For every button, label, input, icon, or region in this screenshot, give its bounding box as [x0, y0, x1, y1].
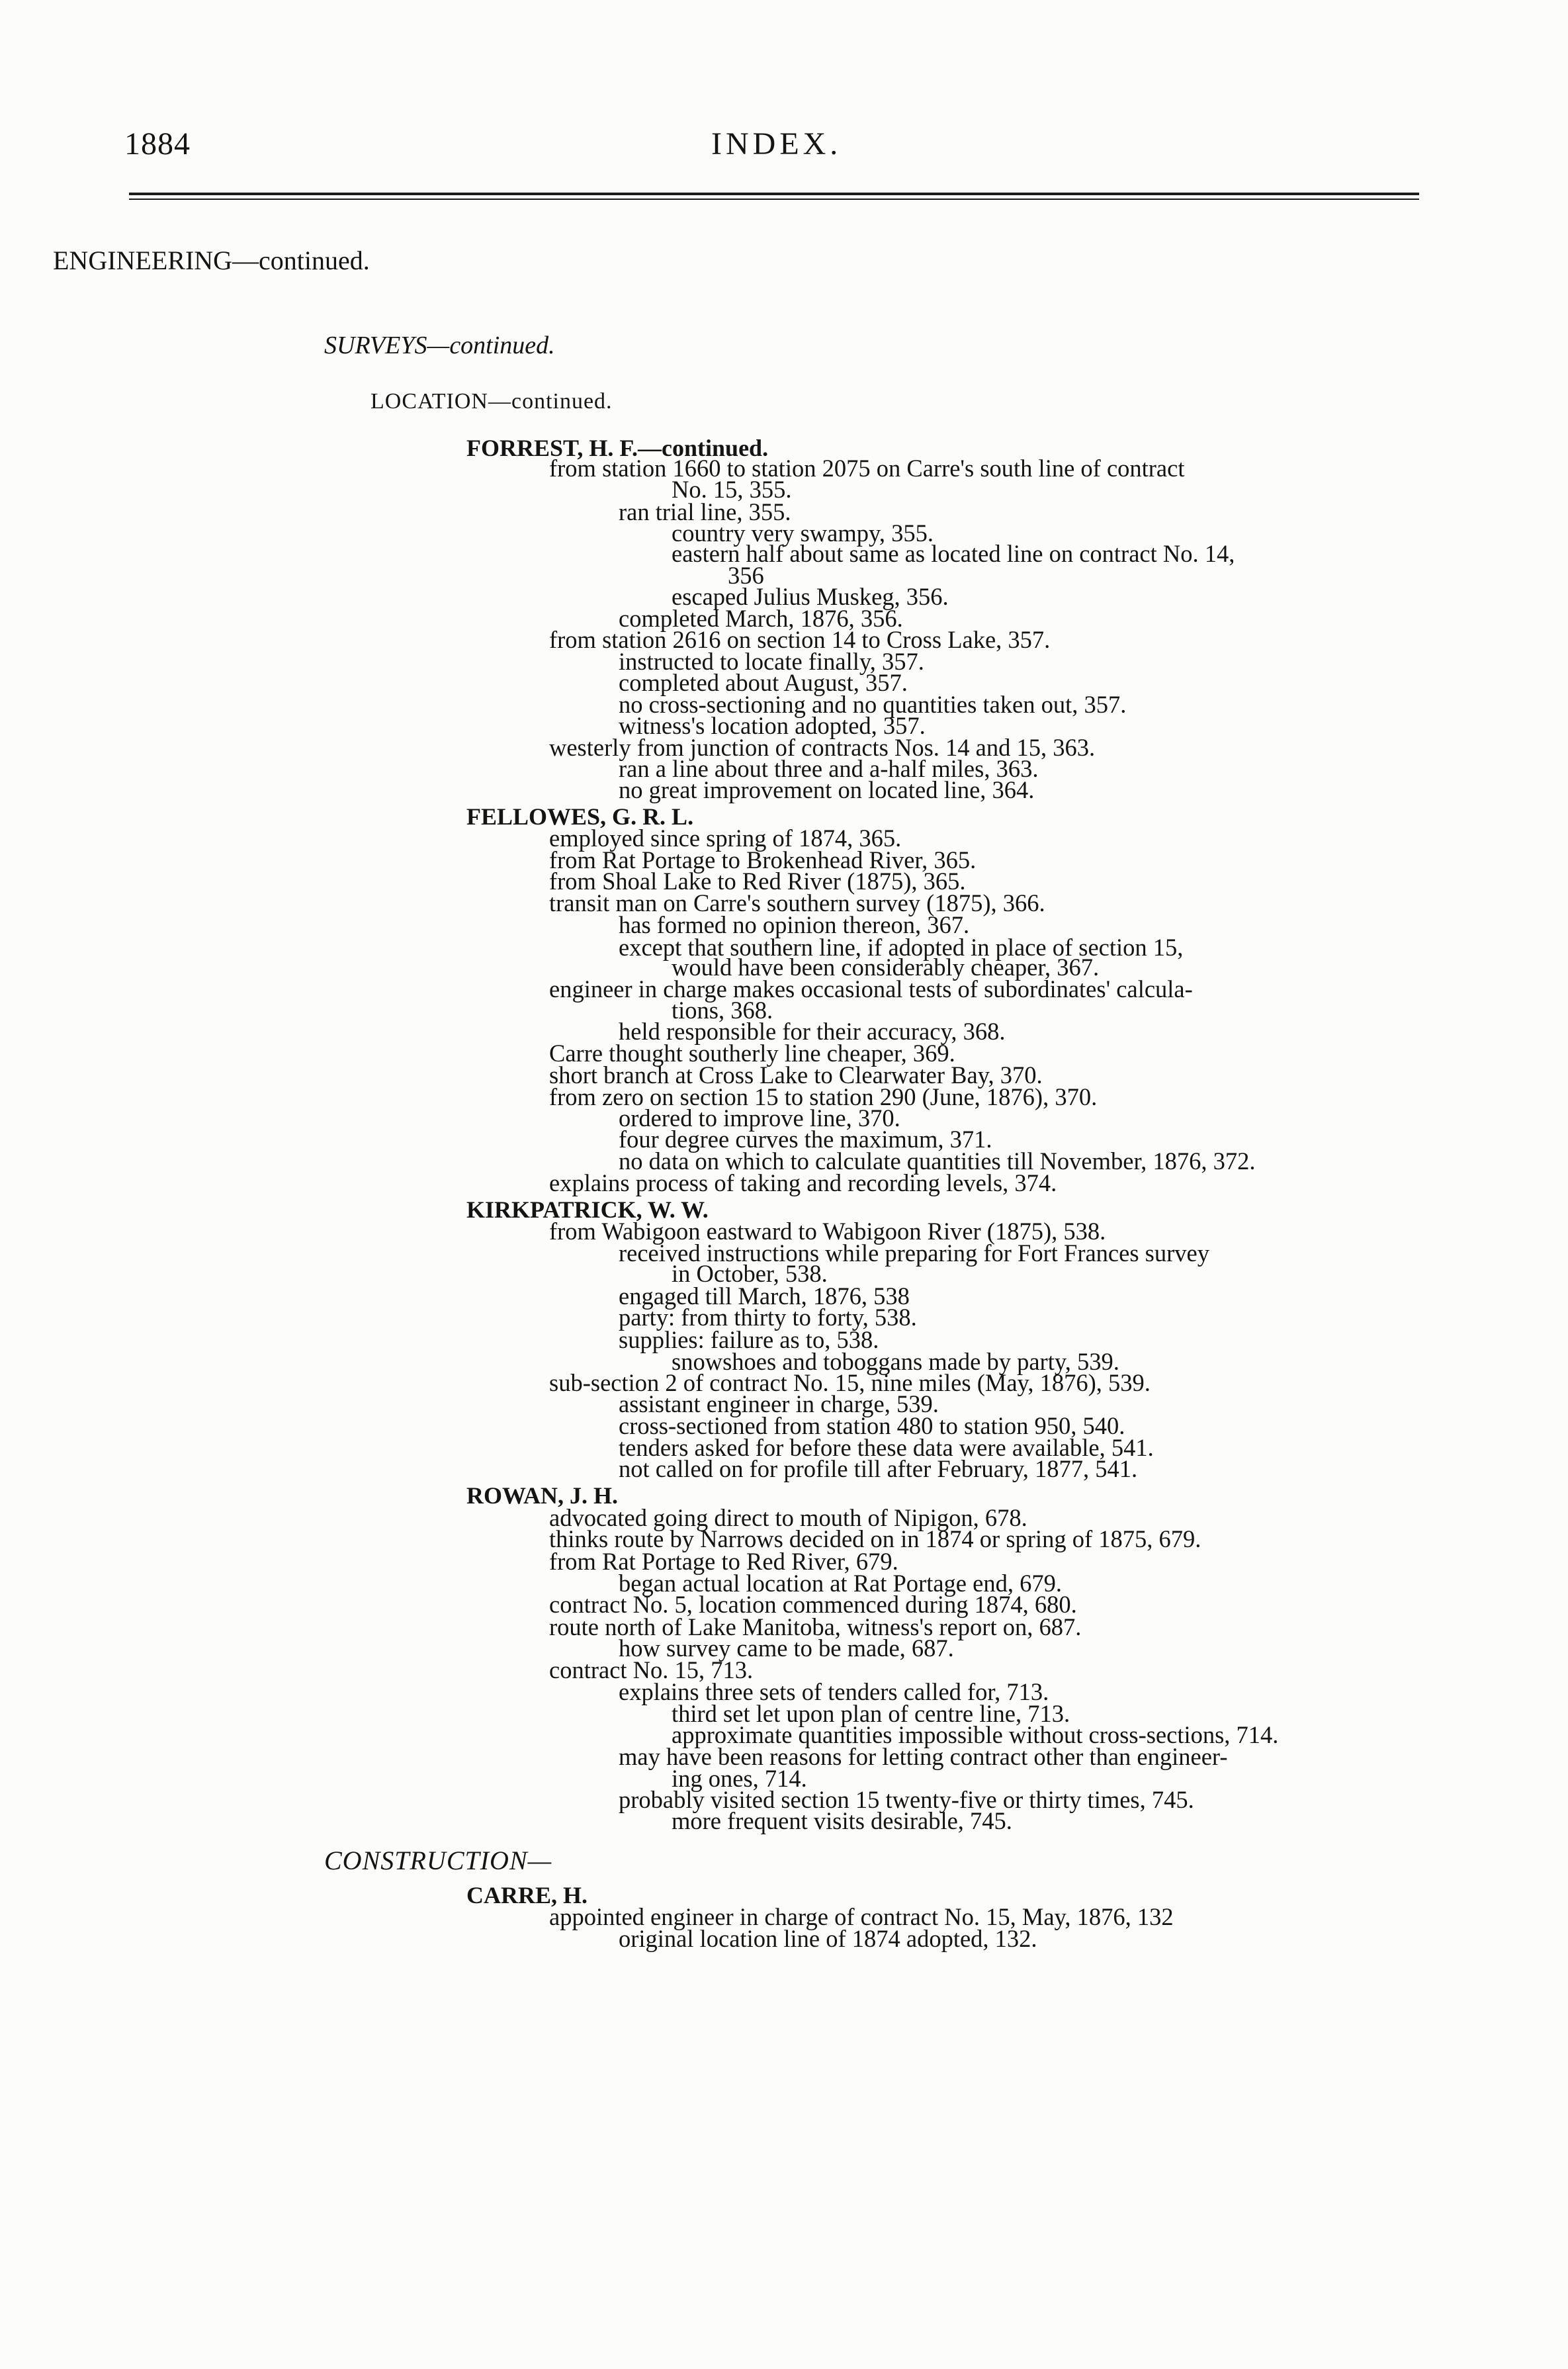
index-entry: completed March, 1876, 356.	[619, 605, 903, 632]
index-heading: ENGINEERING—continued.	[53, 246, 370, 275]
index-entry: how survey came to be made, 687.	[619, 1634, 954, 1662]
index-entry: from Rat Portage to Brokenhead River, 365.	[549, 846, 977, 873]
index-entry: assistant engineer in charge, 539.	[619, 1390, 939, 1417]
index-entry: ran a line about three and a-half miles, 363.	[619, 755, 1039, 782]
index-entry: except that southern line, if adopted in place of section 15,	[619, 934, 1184, 961]
index-major: CONSTRUCTION—	[324, 1846, 552, 1875]
index-entry: instructed to locate finally, 357.	[619, 648, 924, 675]
index-entry: Carre thought southerly line cheaper, 369.	[549, 1040, 955, 1067]
header-rule-thin	[129, 199, 1419, 200]
index-entry: advocated going direct to mouth of Nipigon, 678.	[549, 1504, 1027, 1531]
index-entry: escaped Julius Muskeg, 356.	[672, 583, 949, 610]
index-entry: no data on which to calculate quantities till November, 1876, 372.	[619, 1147, 1256, 1175]
index-name: FORREST, H. F.—continued.	[466, 435, 769, 461]
index-entry: tions, 368.	[672, 997, 773, 1024]
index-entry: completed about August, 357.	[619, 669, 908, 696]
index-entry: probably visited section 15 twenty-five or thirty times, 745.	[619, 1786, 1194, 1813]
index-entry: four degree curves the maximum, 371.	[619, 1126, 992, 1153]
index-entry: party: from thirty to forty, 538.	[619, 1304, 917, 1331]
index-entry: from Rat Portage to Red River, 679.	[549, 1548, 898, 1575]
index-entry: ing ones, 714.	[672, 1765, 807, 1792]
index-entry: contract No. 15, 713.	[549, 1656, 754, 1683]
index-entry: from Shoal Lake to Red River (1875), 365.	[549, 868, 966, 895]
index-entry: route north of Lake Manitoba, witness's report on, 687.	[549, 1613, 1082, 1640]
index-entry: country very swampy, 355.	[672, 519, 934, 547]
index-subsub: LOCATION—continued.	[370, 389, 613, 414]
index-entry: third set let upon plan of centre line, 713.	[672, 1700, 1070, 1727]
index-entry: eastern half about same as located line on contract No. 14,	[672, 540, 1235, 567]
index-entry: sub-section 2 of contract No. 15, nine miles (May, 1876), 539.	[549, 1369, 1151, 1396]
index-name: KIRKPATRICK, W. W.	[466, 1196, 709, 1223]
index-entry: engaged till March, 1876, 538	[619, 1282, 910, 1310]
index-entry: explains process of taking and recording levels, 374.	[549, 1169, 1057, 1196]
index-entry: from station 2616 on section 14 to Cross Lake, 357.	[549, 626, 1051, 653]
index-entry: appointed engineer in charge of contract No. 15, May, 1876, 132	[549, 1903, 1174, 1930]
index-entry: ordered to improve line, 370.	[619, 1104, 900, 1132]
index-entry: transit man on Carre's southern survey (1875), 366.	[549, 889, 1045, 916]
index-name: FELLOWES, G. R. L.	[466, 803, 694, 830]
page-number: 1884	[124, 126, 191, 161]
index-entry: explains three sets of tenders called for, 713.	[619, 1678, 1049, 1705]
index-entry: more frequent visits desirable, 745.	[672, 1807, 1012, 1834]
index-entry: from station 1660 to station 2075 on Carre's south line of contract	[549, 455, 1185, 482]
index-entry: in October, 538.	[672, 1260, 828, 1287]
index-entry: from Wabigoon eastward to Wabigoon River (1875), 538.	[549, 1218, 1106, 1245]
index-entry: received instructions while preparing for Fort Frances survey	[619, 1239, 1209, 1267]
index-entry: from zero on section 15 to station 290 (June, 1876), 370.	[549, 1083, 1098, 1110]
index-entry: cross-sectioned from station 480 to station 950, 540.	[619, 1412, 1125, 1439]
index-entry: short branch at Cross Lake to Clearwater Bay, 370.	[549, 1061, 1043, 1089]
index-entry: not called on for profile till after February, 1877, 541.	[619, 1455, 1138, 1482]
index-entry: 356	[728, 562, 764, 589]
index-entry: no great improvement on located line, 364.	[619, 776, 1035, 803]
index-name: CARRE, H.	[466, 1882, 588, 1908]
index-name: ROWAN, J. H.	[466, 1482, 619, 1509]
index-entry: contract No. 5, location commenced during 1874, 680.	[549, 1591, 1077, 1618]
index-entry: tenders asked for before these data were available, 541.	[619, 1434, 1154, 1461]
index-entry: witness's location adopted, 357.	[619, 712, 926, 739]
index-entry: engineer in charge makes occasional tests of subordinates' calcula-	[549, 975, 1193, 1003]
index-entry: held responsible for their accuracy, 368.	[619, 1018, 1006, 1045]
index-entry: employed since spring of 1874, 365.	[549, 825, 902, 852]
index-entry: approximate quantities impossible without cross-sections, 714.	[672, 1721, 1279, 1748]
index-entry: began actual location at Rat Portage end, 679.	[619, 1570, 1062, 1597]
header-rule	[129, 193, 1419, 195]
index-entry: snowshoes and toboggans made by party, 539.	[672, 1348, 1119, 1375]
index-sub: SURVEYS—continued.	[324, 332, 555, 359]
index-entry: may have been reasons for letting contract other than engineer-	[619, 1743, 1228, 1770]
index-entry: thinks route by Narrows decided on in 1874 or spring of 1875, 679.	[549, 1525, 1201, 1552]
index-entry: original location line of 1874 adopted, 132.	[619, 1925, 1037, 1952]
index-entry: no cross-sectioning and no quantities taken out, 357.	[619, 691, 1127, 718]
index-entry: has formed no opinion thereon, 367.	[619, 911, 970, 938]
index-entry: ran trial line, 355.	[619, 498, 791, 525]
running-title: INDEX.	[711, 126, 842, 161]
index-entry: would have been considerably cheaper, 367.	[672, 954, 1100, 981]
index-entry: supplies: failure as to, 538.	[619, 1326, 879, 1353]
index-entry: No. 15, 355.	[672, 476, 792, 503]
index-entry: westerly from junction of contracts Nos. 14 and 15, 363.	[549, 734, 1096, 761]
